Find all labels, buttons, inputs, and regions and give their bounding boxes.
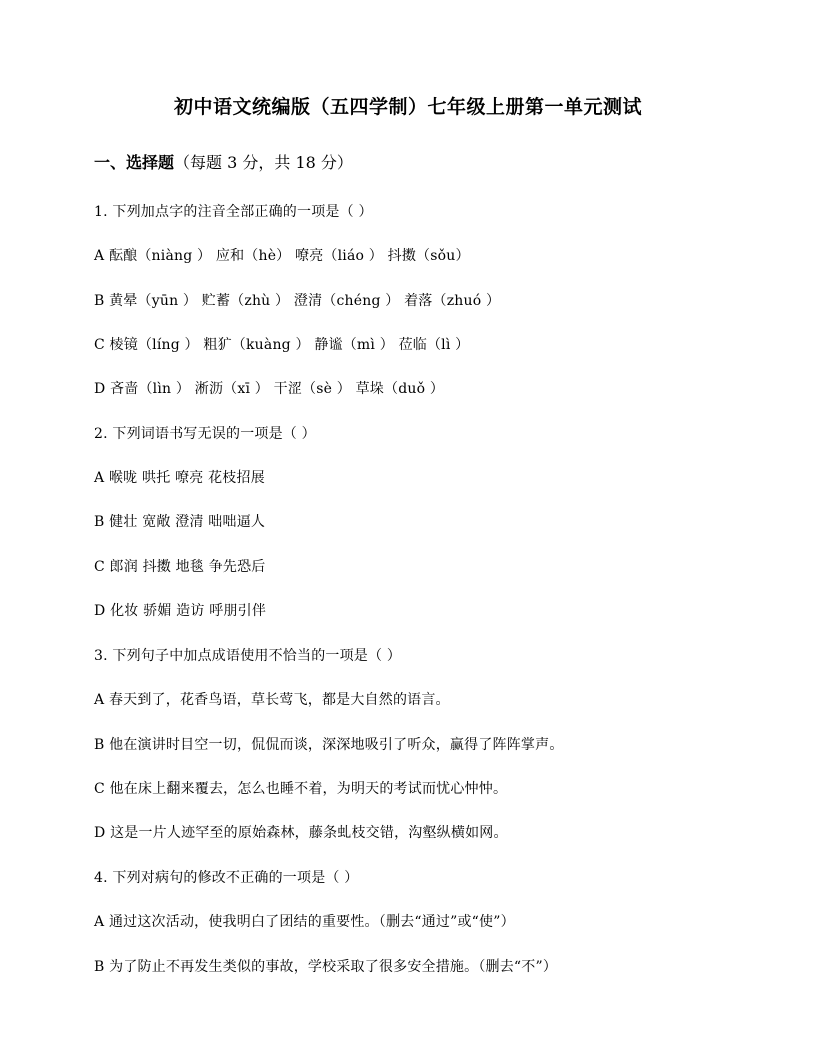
question-2-option-b: B 健壮 宽敞 澄清 咄咄逼人 bbox=[94, 514, 266, 530]
question-4-stem: 4. 下列对病句的修改不正确的一项是（ ） bbox=[94, 870, 359, 886]
question-2-option-a: A 喉咙 哄托 嘹亮 花枝招展 bbox=[94, 470, 265, 486]
section-heading bbox=[94, 150, 353, 173]
question-3-option-d: D 这是一片人迹罕至的原始森林，藤条虬枝交错，沟壑纵横如网。 bbox=[94, 825, 508, 841]
question-2-stem: 2. 下列词语书写无误的一项是（ ） bbox=[94, 426, 316, 442]
question-2-option-d: D 化妆 骄媚 造访 呼朋引伴 bbox=[94, 603, 267, 619]
question-4-option-a: A 通过这次活动，使我明白了团结的重要性。（删去“通过”或“使”） bbox=[94, 914, 515, 930]
question-3-stem: 3. 下列句子中加点成语使用不恰当的一项是（ ） bbox=[94, 648, 402, 664]
question-1-option-a: A 酝酿（niàng ） 应和（hè） 嘹亮（liáo ） 抖擞（sǒu） bbox=[94, 248, 470, 264]
document-title: 初中语文统编版（五四学制）七年级上册第一单元测试 bbox=[173, 96, 642, 118]
section-note: （每题 3 分，共 18 分） bbox=[174, 153, 353, 172]
question-1-option-b: B 黄晕（yūn ） 贮蓄（zhù ） 澄清（chéng ） 着落（zhuó ） bbox=[94, 293, 501, 309]
question-1-stem: 1. 下列加点字的注音全部正确的一项是（ ） bbox=[94, 204, 373, 220]
question-1-option-d: D 吝啬（lìn ） 淅沥（xī ） 干涩（sè ） 草垛（duǒ ） bbox=[94, 381, 445, 397]
section-name: 一、选择题 bbox=[94, 153, 175, 172]
question-3-option-c: C 他在床上翻来覆去，怎么也睡不着，为明天的考试而忧心忡忡。 bbox=[94, 781, 508, 797]
question-1-option-c: C 棱镜（líng ） 粗犷（kuàng ） 静谧（mì ） 莅临（lì ） bbox=[94, 337, 470, 353]
question-3-option-b: B 他在演讲时目空一切，侃侃而谈，深深地吸引了听众，赢得了阵阵掌声。 bbox=[94, 737, 564, 753]
question-3-option-a: A 春天到了，花香鸟语，草长莺飞，都是大自然的语言。 bbox=[94, 692, 450, 708]
question-4-option-b: B 为了防止不再发生类似的事故，学校采取了很多安全措施。（删去“不”） bbox=[94, 959, 558, 975]
question-2-option-c: C 郎润 抖擞 地毯 争先恐后 bbox=[94, 559, 266, 575]
